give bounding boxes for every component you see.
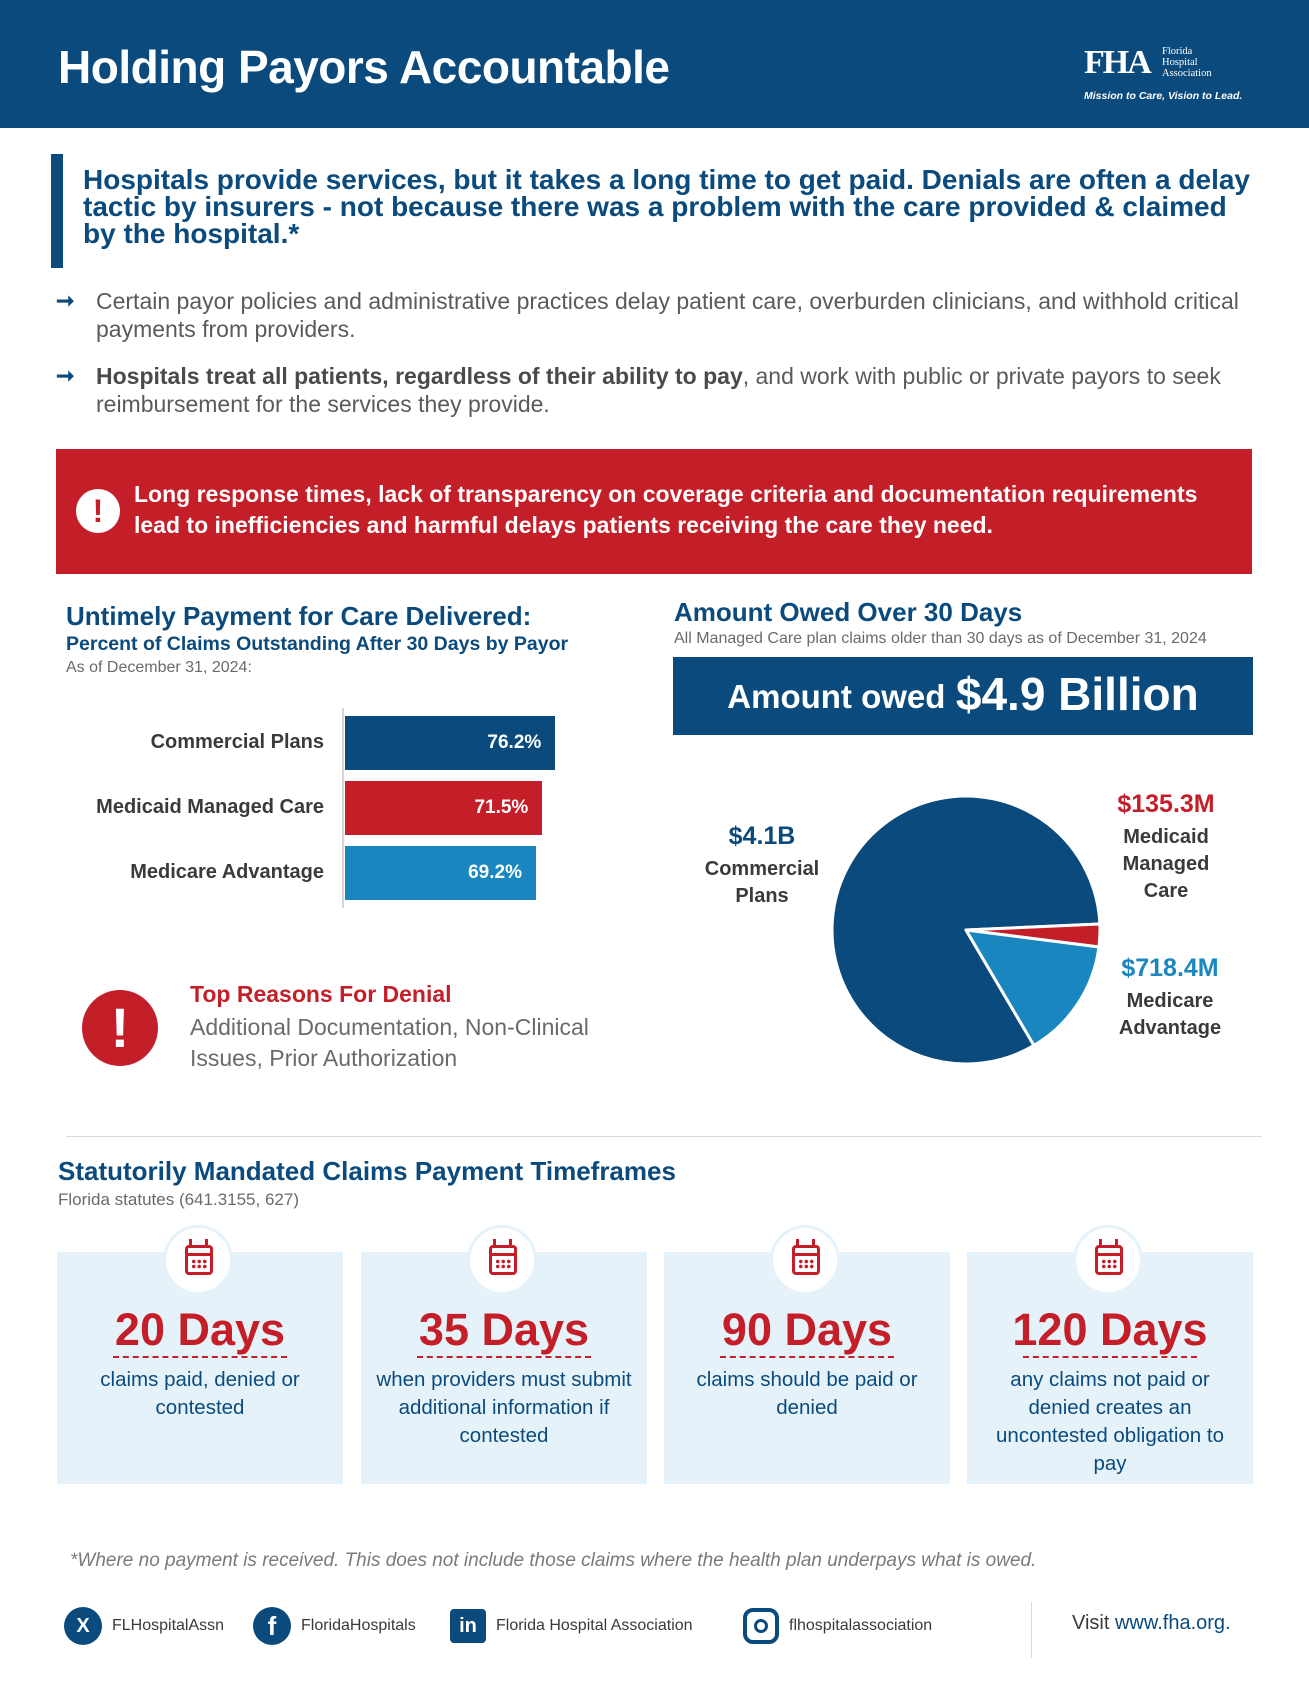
card-divider xyxy=(417,1356,591,1358)
bar xyxy=(345,716,555,770)
bar xyxy=(345,846,536,900)
bullet-bold-text: Hospitals treat all patients, regardless of their ability to pay xyxy=(96,363,743,389)
owed-note: All Managed Care plan claims older than 30 days as of December 31, 2024 xyxy=(674,630,1207,647)
logo-org-name: Florida Hospital Association xyxy=(1162,46,1212,79)
section-divider xyxy=(66,1136,1262,1137)
owed-label: Amount owed xyxy=(727,678,946,715)
card-days: 35 Days xyxy=(418,1304,590,1355)
linkedin-icon: in xyxy=(450,1609,486,1643)
social-link-instagram[interactable] xyxy=(743,1606,932,1646)
bullet-text: Certain payor policies and administrative practices delay patient care, overburden clinicians, and withhold critical payments from providers. xyxy=(96,288,1239,342)
social-label: FloridaHospitals xyxy=(301,1617,416,1634)
footnote: *Where no payment is received. This does not include those claims where the health plan underpays what is owed. xyxy=(70,1550,1037,1571)
untimely-subtitle: Percent of Claims Outstanding After 30 Days by Payor xyxy=(66,633,569,655)
website-link[interactable]: www.fha.org. xyxy=(1114,1612,1231,1634)
denial-title: Top Reasons For Denial xyxy=(190,981,452,1007)
bar-axis xyxy=(342,708,344,908)
lead-statement xyxy=(51,154,1251,268)
timeframes-note: Florida statutes (641.3155, 627) xyxy=(58,1190,299,1209)
bar-value-label: 71.5% xyxy=(474,797,529,818)
bar-category-label: Medicare Advantage xyxy=(130,861,324,883)
bullet-item xyxy=(56,287,1256,343)
untimely-note: As of December 31, 2024: xyxy=(66,659,252,676)
visit-website: Visit www.fha.org. xyxy=(1072,1612,1231,1634)
owed-value: $4.9 Billion xyxy=(955,668,1199,720)
card-divider xyxy=(1023,1356,1197,1358)
pie-category-label: Medicare Advantage xyxy=(1118,990,1222,1039)
bullet-text: , and work with public or private payors to seek reimbursement for the services they provide. xyxy=(96,363,1221,417)
untimely-title: Untimely Payment for Care Delivered: xyxy=(66,601,532,631)
social-label: Florida Hospital Association xyxy=(496,1617,693,1634)
bar-value-label: 76.2% xyxy=(487,732,542,753)
instagram-icon xyxy=(743,1608,779,1644)
social-label: FLHospitalAssn xyxy=(112,1617,225,1634)
bar-value-label: 69.2% xyxy=(468,862,522,883)
exclamation-icon: ! xyxy=(76,489,120,533)
pie-value-label: $135.3M xyxy=(1117,790,1215,818)
bar xyxy=(345,781,542,835)
social-link-linkedin[interactable] xyxy=(450,1606,693,1646)
social-link-facebook[interactable] xyxy=(253,1606,416,1646)
fha-logo[interactable] xyxy=(1084,42,1284,108)
calendar-icon xyxy=(163,1225,233,1295)
header-banner xyxy=(0,0,1309,128)
exclamation-icon: ! xyxy=(82,990,158,1066)
logo-mark: FHA xyxy=(1084,44,1150,81)
card-days: 20 Days xyxy=(114,1304,286,1355)
calendar-icon xyxy=(770,1225,840,1295)
card-text: any claims not paid or denied creates an uncontested obligation to pay xyxy=(996,1368,1224,1475)
page-title: Holding Payors Accountable xyxy=(58,41,670,93)
footer-divider xyxy=(1031,1602,1032,1658)
alert-banner xyxy=(56,449,1252,574)
social-link-x[interactable] xyxy=(64,1606,224,1646)
card-divider xyxy=(113,1356,287,1358)
amount-owed-box xyxy=(673,657,1253,735)
denial-text: Additional Documentation, Non-Clinical Issues, Prior Authorization xyxy=(190,1014,589,1071)
pie-category-label: Commercial Plans xyxy=(704,858,820,907)
owed-title: Amount Owed Over 30 Days xyxy=(674,597,1023,627)
card-text: claims should be paid or denied xyxy=(696,1368,918,1419)
pie-category-label: Medicaid Managed Care xyxy=(1122,826,1210,902)
bar-category-label: Medicaid Managed Care xyxy=(96,796,324,818)
pie-value-label: $4.1B xyxy=(728,822,796,850)
timeframes-title: Statutorily Mandated Claims Payment Timeframes xyxy=(58,1156,676,1186)
card-text: when providers must submit additional information if contested xyxy=(376,1368,632,1447)
calendar-icon xyxy=(1073,1225,1143,1295)
card-divider xyxy=(720,1356,894,1358)
social-label: flhospitalassociation xyxy=(789,1617,933,1634)
arrow-right-icon: ➞ xyxy=(56,363,75,388)
facebook-icon: f xyxy=(253,1607,291,1645)
alert-text: Long response times, lack of transparency on coverage criteria and documentation requirements lead to inefficiencies and harmful delays patients receiving the care they need. xyxy=(134,481,1198,538)
lead-text: Hospitals provide services, but it takes a long time to get paid. Denials are often a delay tactic by insurers - not because there was a problem with the care provided & claimed by the hospital.* xyxy=(83,164,1251,249)
arrow-right-icon: ➞ xyxy=(56,288,75,313)
bar-category-label: Commercial Plans xyxy=(150,731,324,753)
bullet-item xyxy=(56,362,1256,418)
pie-value-label: $718.4M xyxy=(1121,954,1219,982)
card-text: claims paid, denied or contested xyxy=(100,1368,300,1419)
card-days: 120 Days xyxy=(1012,1304,1208,1355)
logo-tagline: Mission to Care, Vision to Lead. xyxy=(1084,90,1243,102)
x-icon: X xyxy=(64,1607,102,1645)
pie-chart xyxy=(828,792,1104,1068)
card-days: 90 Days xyxy=(721,1304,893,1355)
calendar-icon xyxy=(467,1225,537,1295)
